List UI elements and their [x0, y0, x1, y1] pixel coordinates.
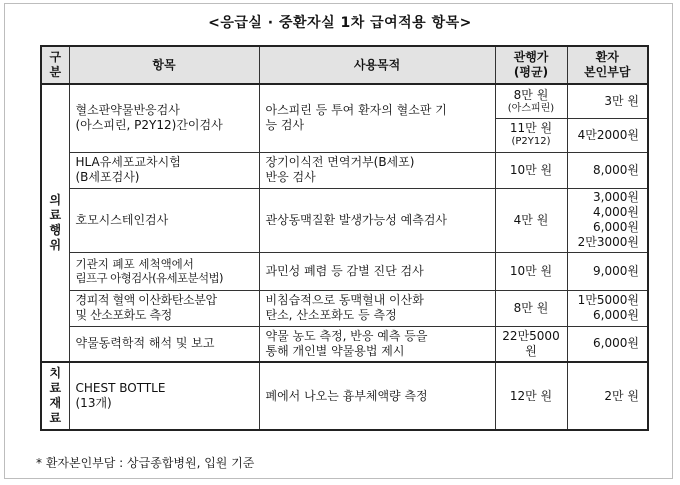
purpose-cell: 장기이식전 면역거부(B세포) 반응 검사 — [259, 152, 495, 188]
item-cell: CHEST BOTTLE (13개) — [69, 362, 259, 430]
burden-cell: 6,000원 — [567, 326, 648, 362]
purpose-cell: 비침습적으로 동맥혈내 이산화 탄소, 산소포화도 등 측정 — [259, 290, 495, 326]
price-cell: 8만 원 (아스피린) — [495, 84, 567, 118]
item-cell: 경피적 혈액 이산화탄소분압 및 산소포화도 측정 — [69, 290, 259, 326]
item-cell: 약물동력학적 해석 및 보고 — [69, 326, 259, 362]
header-price: 관행가 (평균) — [495, 46, 567, 84]
table-row — [41, 188, 648, 252]
purpose-cell: 아스피린 등 투여 환자의 혈소판 기 능 검사 — [259, 84, 495, 152]
burden-cell: 4만2000원 — [567, 118, 648, 152]
burden-cell: 3,000원 4,000원 6,000원 2만3000원 — [567, 188, 648, 252]
price-cell: 22만5000원 — [495, 326, 567, 362]
table-row — [41, 326, 648, 362]
item-cell: 호모시스테인검사 — [69, 188, 259, 252]
table-row — [41, 84, 648, 118]
group-medical: 의 료 행 위 — [41, 84, 69, 362]
purpose-cell: 과민성 폐렴 등 감별 진단 검사 — [259, 252, 495, 290]
item-cell: HLA유세포교차시험 (B세포검사) — [69, 152, 259, 188]
table-row — [41, 362, 648, 430]
group-treatment: 치 료 재 료 — [41, 362, 69, 430]
price-cell: 11만 원 (P2Y12) — [495, 118, 567, 152]
page-title: <응급실 · 중환자실 1차 급여적용 항목> — [208, 15, 472, 31]
table-row — [41, 152, 648, 188]
header-item: 항목 — [69, 46, 259, 84]
burden-cell: 2만 원 — [567, 362, 648, 430]
item-cell: 기관지 폐포 세척액에서 림프구 아형검사(유세포분석법) — [69, 252, 259, 290]
burden-cell: 1만5000원 6,000원 — [567, 290, 648, 326]
purpose-cell: 폐에서 나오는 흉부체액량 측정 — [259, 362, 495, 430]
price-cell: 4만 원 — [495, 188, 567, 252]
price-cell: 10만 원 — [495, 252, 567, 290]
footnote: * 환자본인부담 : 상급종합병원, 입원 기준 — [36, 456, 255, 470]
burden-cell: 8,000원 — [567, 152, 648, 188]
table-row — [41, 290, 648, 326]
price-cell: 8만 원 — [495, 290, 567, 326]
header-category: 구 분 — [41, 46, 69, 84]
table-row — [41, 252, 648, 290]
table-header-row — [41, 46, 648, 84]
header-purpose: 사용목적 — [259, 46, 495, 84]
header-burden: 환자 본인부담 — [567, 46, 648, 84]
purpose-cell: 약물 농도 측정, 반응 예측 등을 통해 개인별 약물용법 제시 — [259, 326, 495, 362]
burden-cell: 9,000원 — [567, 252, 648, 290]
price-cell: 10만 원 — [495, 152, 567, 188]
burden-cell: 3만 원 — [567, 84, 648, 118]
price-cell: 12만 원 — [495, 362, 567, 430]
item-cell: 혈소판약물반응검사 (아스피린, P2Y12)간이검사 — [69, 84, 259, 152]
benefit-items-table — [40, 45, 649, 431]
purpose-cell: 관상동맥질환 발생가능성 예측검사 — [259, 188, 495, 252]
